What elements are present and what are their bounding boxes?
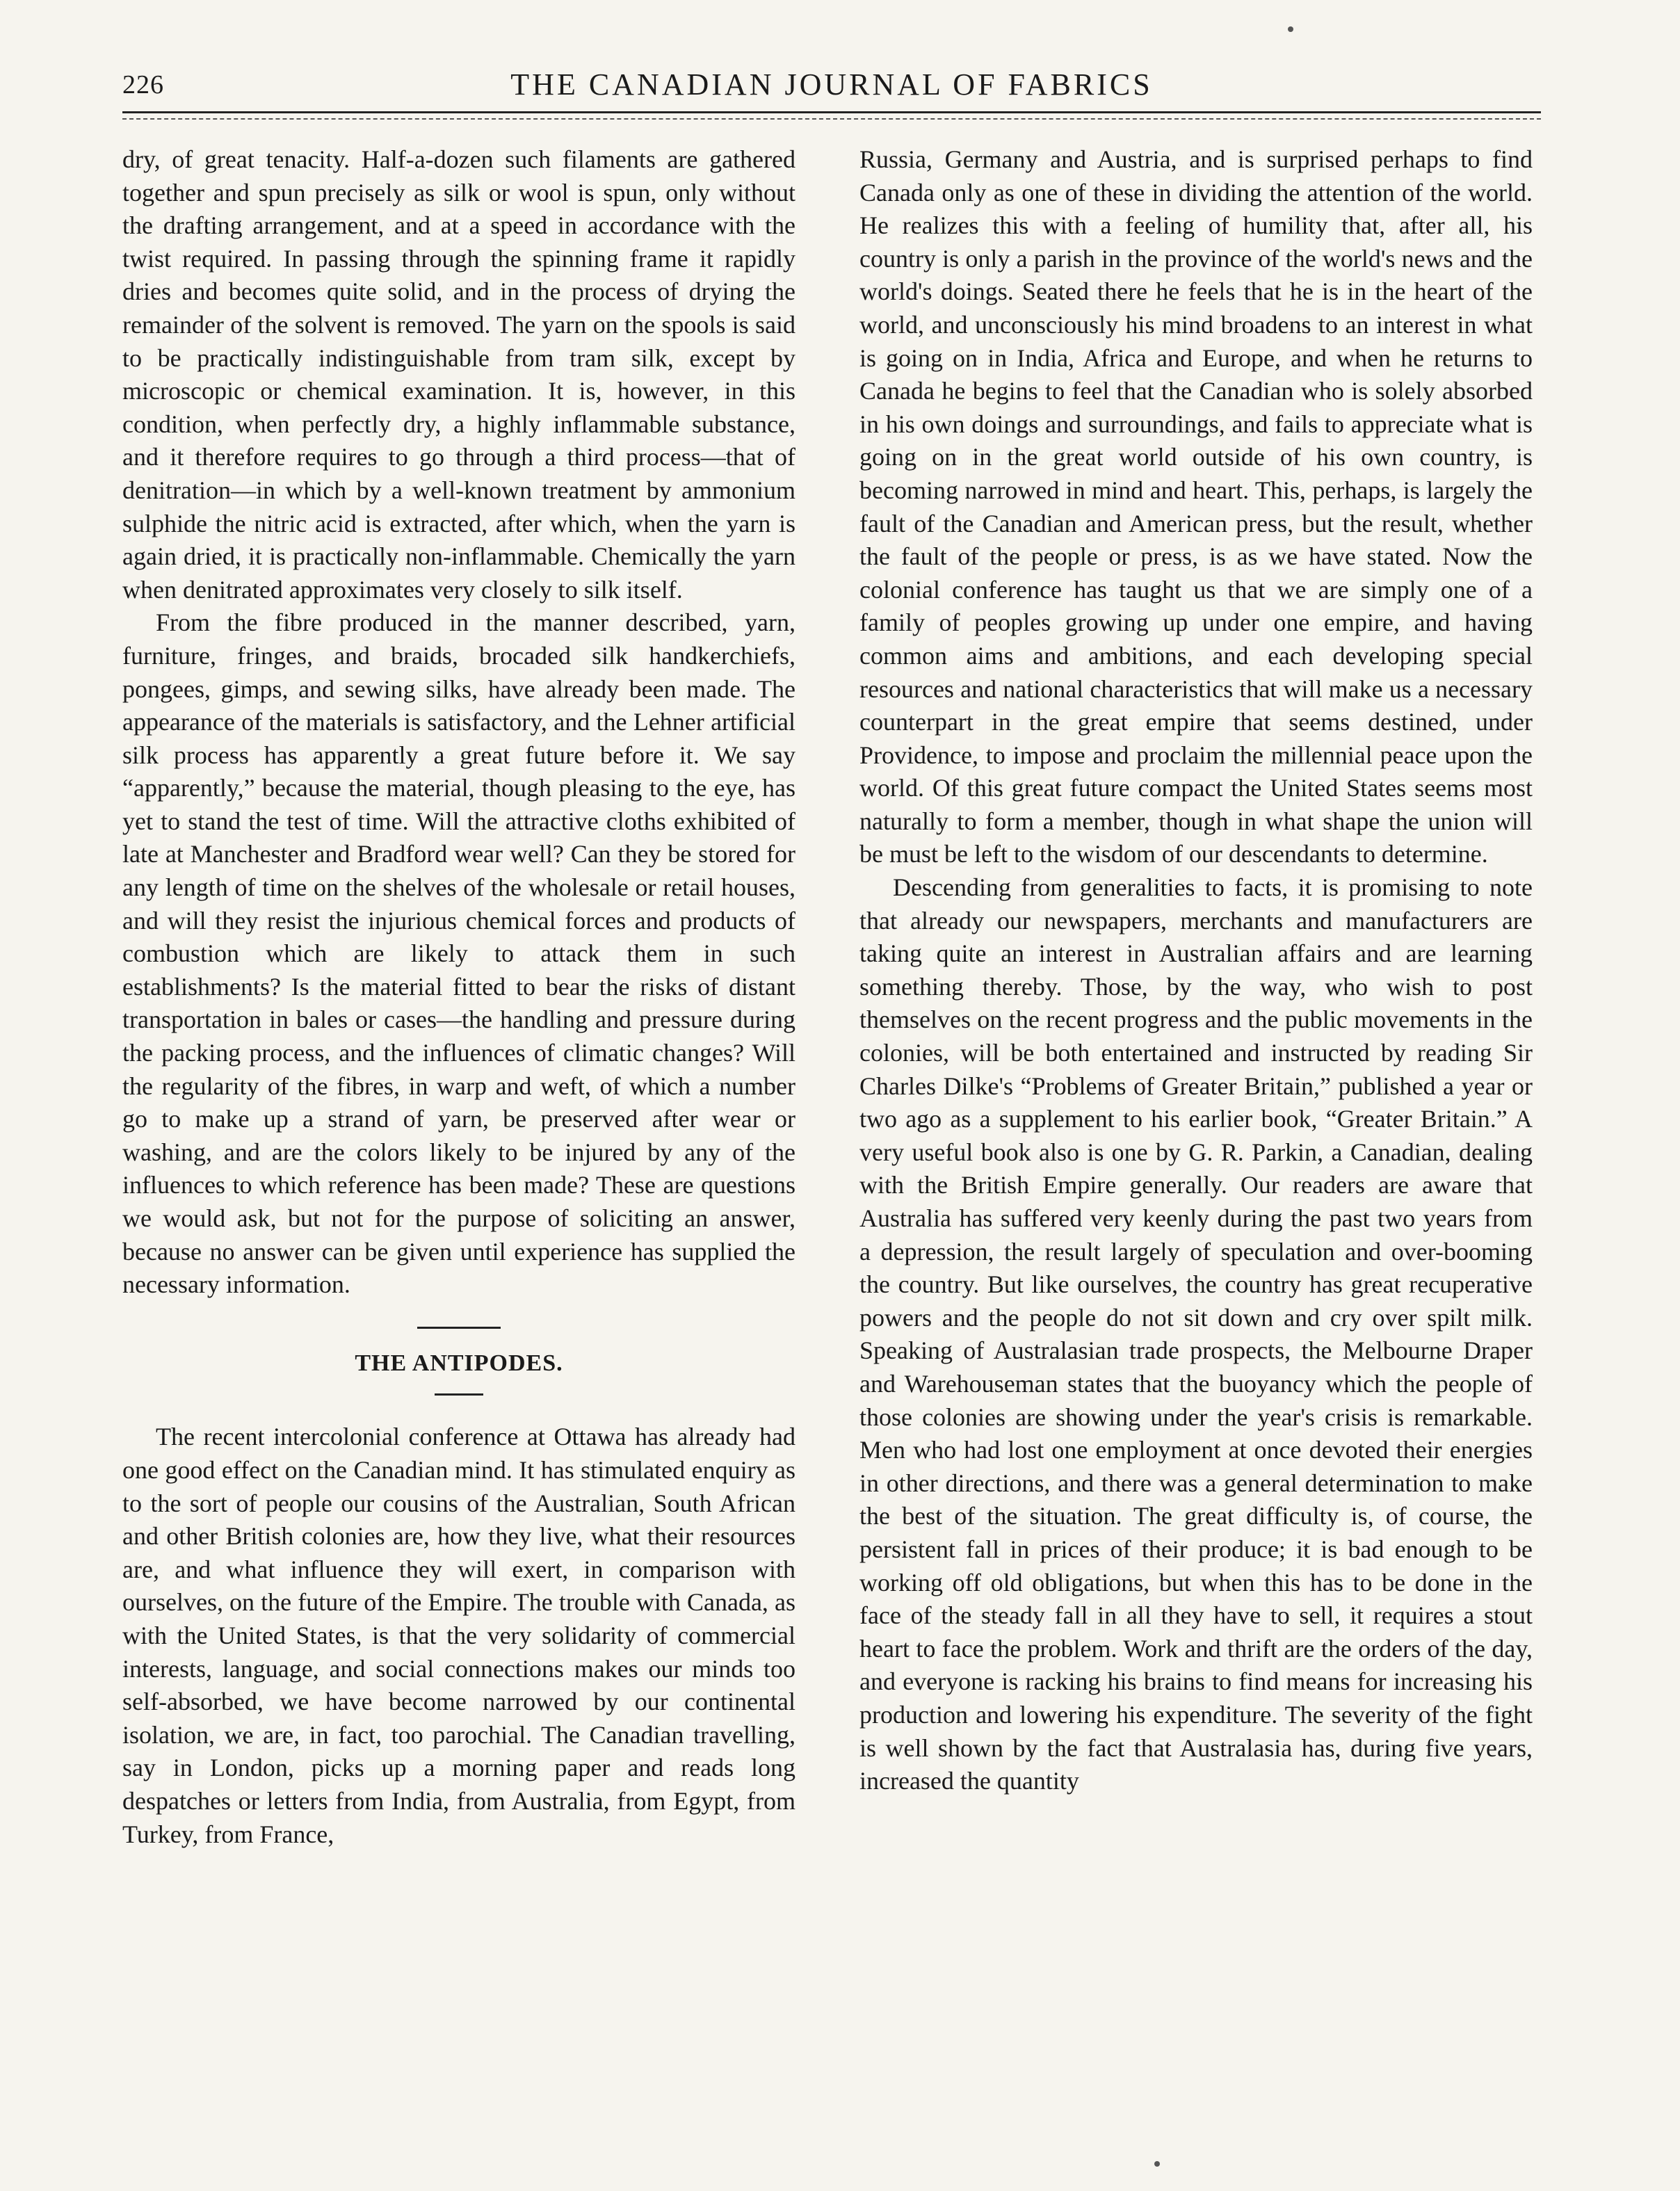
print-speck xyxy=(1154,2161,1160,2167)
article-paragraph: From the fibre produced in the manner described, yarn, furniture, fringes, and braids, brocaded silk handkerchiefs, pongees, gimps, and sewing silks, have already been made. The appearance of the materials is satisfactory, and the Lehner artificial silk process has apparently a great future before it. We say “apparently,” because the material, though pleasing to the eye, has yet to stand the test of time. Will the attractive cloths exhibited of late at Manchester and Bradford wear well? Can they be stored for any length of time on the shelves of the wholesale or retail houses, and will they resist the injurious chemical forces and products of combustion which are likely to attack them in such establishments? Is the material fitted to bear the risks of distant transportation in bales or cases—the handling and pressure during the packing process, and the influences of climatic changes? Will the regularity of the fibres, in warp and weft, of which a number go to make up a strand of yarn, be preserved after wear or washing, and are the colors likely to be injured by any of the influences to which reference has been made? These are questions we would ask, but not for the purpose of soliciting an answer, because no answer can be given until experience has supplied the necessary information. xyxy=(122,608,795,1299)
journal-title: THE CANADIAN JOURNAL OF FABRICS xyxy=(510,67,1153,102)
header-rule xyxy=(122,111,1541,113)
right-column xyxy=(859,143,1533,1798)
section-divider xyxy=(417,1327,501,1329)
article-paragraph: The recent intercolonial conference at Ottawa has already had one good effect on the Canadian mind. It has stimulated enquiry as to the sort of people our cousins of the Australian, South African and other British colonies are, how they live, what their resources are, and what influence they will exert, in comparison with ourselves, on the future of the Empire. The trouble with Canada, as with the United States, is that the very solidarity of commercial interests, language, and social connections makes our minds too self-absorbed, we have become narrowed by our continental isolation, we are, in fact, too parochial. The Canadian travelling, say in London, picks up a morning paper and reads long despatches or letters from India, from Australia, from Egypt, from Turkey, from France, xyxy=(122,1423,795,1848)
page-number: 226 xyxy=(122,70,164,99)
section-heading: THE ANTIPODES. xyxy=(355,1350,563,1376)
header-rule-secondary xyxy=(122,118,1541,120)
article-paragraph: Descending from generalities to facts, it is promising to note that already our newspapers, merchants and manufacturers are taking quite an interest in Australian affairs and are learning something thereby. Those, by the way, who wish to post themselves on the recent progress and the public movements in the colonies, will be both entertained and instructed by reading Sir Charles Dilke's “Problems of Greater Britain,” published a year or two ago as a supplement to his earlier book, “Greater Britain.” A very useful book also is one by G. R. Parkin, a Canadian, dealing with the British Empire generally. Our readers are aware that Australia has suffered very keenly during the past two years from a depression, the result largely of speculation and over-booming the country. But like ourselves, the country has great recuperative powers and the people do not sit down and cry over spilt milk. Speaking of Australasian trade prospects, the Melbourne Draper and Warehouseman states that the buoyancy which the people of those colonies are showing under the year's crisis is remarkable. Men who had lost one employment at once devoted their energies in other directions, and there was a general determination to make the best of the situation. The great difficulty is, of course, the persistent fall in prices of their produce; it is bad enough to be working off old obligations, but when this has to be done in the face of the steady fall in all they have to sell, it requires a stout heart to face the problem. Work and thrift are the orders of the day, and everyone is racking his brains to find means for increasing his production and lowering his expenditure. The severity of the fight is well shown by the fact that Australasia has, during five years, increased the quantity xyxy=(859,873,1533,1795)
left-column xyxy=(122,143,795,1851)
print-speck xyxy=(1288,26,1293,32)
article-paragraph: dry, of great tenacity. Half-a-dozen such filaments are gathered together and spun precisely as silk or wool is spun, only without the drafting arrangement, and at a speed in accordance with the twist required. In passing through the spinning frame it rapidly dries and becomes quite solid, and in the process of drying the remainder of the solvent is removed. The yarn on the spools is said to be practically indistinguishable from tram silk, except by microscopic or chemical examination. It is, however, in this condition, when perfectly dry, a highly inflammable substance, and it therefore requires to go through a third process—that of denitration—in which by a well-known treatment by ammonium sulphide the nitric acid is extracted, after which, when the yarn is again dried, it is practically non-inflammable. Chemically the yarn when denitrated approximates very closely to silk itself. xyxy=(122,145,795,604)
section-divider xyxy=(435,1393,483,1396)
article-paragraph: Russia, Germany and Austria, and is surprised perhaps to find Canada only as one of these in dividing the attention of the world. He realizes this with a feeling of humility that, after all, his country is only a parish in the province of the world's news and the world's doings. Seated there he feels that he is in the heart of the world, and unconsciously his mind broadens to an interest in what is going on in India, Africa and Europe, and when he returns to Canada he begins to feel that the Canadian who is solely absorbed in his own doings and surroundings, and fails to appreciate what is going on in the great world outside of his own country, is becoming narrowed in mind and heart. This, perhaps, is largely the fault of the Canadian and American press, but the result, whether the fault of the people or press, is as we have stated. Now the colonial conference has taught us that we are simply one of a family of peoples growing up under one empire, and having common aims and ambitions, and each developing special resources and national characteristics that will make us a necessary counterpart in the great empire that seems destined, under Providence, to impose and proclaim the millennial peace upon the world. Of this great future compact the United States seems most naturally to form a member, though in what shape the union will be must be left to the wisdom of our descendants to determine. xyxy=(859,145,1533,868)
page-header xyxy=(122,67,1541,108)
